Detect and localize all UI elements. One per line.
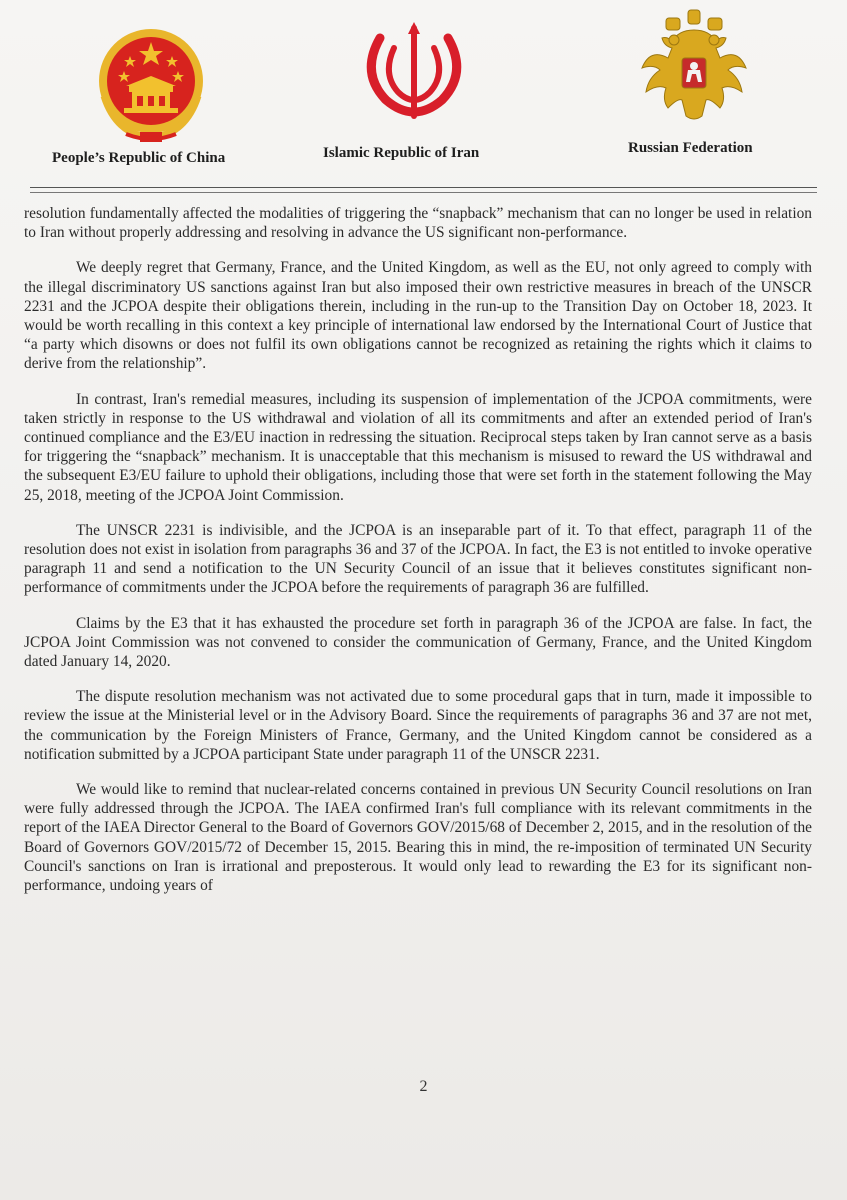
header-divider-top xyxy=(30,187,817,188)
header-divider-bottom xyxy=(30,192,817,193)
iran-label: Islamic Republic of Iran xyxy=(323,145,480,161)
letterhead xyxy=(0,0,847,190)
china-national-emblem-icon xyxy=(96,26,206,144)
paragraph-unscr-indivisible: The UNSCR 2231 is indivisible, and the JCPOA is an inseparable part of it. To that effect, paragraph 11 of the resolution does not exist in isolation from paragraphs 36 and 37 of the JCPOA. In fact, the E3 is not entitled to invoke operative paragraph 11 and send a notification to the UN Security Council of an issue that it believes constitutes significant non-performance of commitments under the JCPOA before the requirements of paragraph 36 are fulfilled. xyxy=(24,521,812,597)
letter-body xyxy=(24,204,812,911)
russia-label: Russian Federation xyxy=(628,140,753,156)
page-number: 2 xyxy=(419,1078,428,1095)
paragraph-e3-sanctions-regret: We deeply regret that Germany, France, and the United Kingdom, as well as the EU, not only agreed to comply with the illegal discriminatory US sanctions against Iran but also imposed their own restrictive measures in breach of the UNSCR 2231 and the JCPOA despite their obligations therein, including in the run-up to the Transition Day on October 18, 2023. It would be worth recalling in this context a key principle of international law endorsed by the International Court of Justice that “a party which disowns or does not fulfil its own obligations cannot be recognized as retaining the rights which it claims to derive from the relationship”. xyxy=(24,259,812,373)
china-label: People’s Republic of China xyxy=(52,150,226,166)
paragraph-dispute-mechanism: The dispute resolution mechanism was not activated due to some procedural gaps that in turn, made it impossible to review the issue at the Ministerial level or in the Advisory Board. Since the requirements of paragraphs 36 and 37 are not met, the communication by the Foreign Ministers of France, Germany, and the United Kingdom cannot be considered as a notification submitted by a JCPOA participant State under paragraph 11 of the UNSCR 2231. xyxy=(24,688,812,763)
russia-double-headed-eagle-icon xyxy=(638,8,750,126)
paragraph-continuation: resolution fundamentally affected the modalities of triggering the “snapback” mechanism that can no longer be used in relation to Iran without properly addressing and resolving in advance the US significant non-performance. xyxy=(24,205,812,242)
iran-emblem-icon xyxy=(358,18,470,122)
paragraph-e3-claims-false: Claims by the E3 that it has exhausted the procedure set forth in paragraph 36 of the JCPOA are false. In fact, the JCPOA Joint Commission was not convened to consider the communication of Germany, France, and the United Kingdom dated January 14, 2020. xyxy=(24,614,812,671)
paragraph-nuclear-concerns: We would like to remind that nuclear-related concerns contained in previous UN Security Council resolutions on Iran were fully addressed through the JCPOA. The IAEA confirmed Iran's full compliance with its relevant commitments in the report of the IAEA Director General to the Board of Governors GOV/2015/68 of December 2, 2015, and in the resolution of the Board of Governors GOV/2015/72 of December 15, 2015. Bearing this in mind, the re-imposition of terminated UN Security Council's sanctions on Iran is irrational and preposterous. It would only lead to rewarding the E3 for its significant non-performance, undoing years of xyxy=(24,781,812,895)
paragraph-iran-remedial-measures: In contrast, Iran's remedial measures, including its suspension of implementation of the JCPOA commitments, were taken strictly in response to the US withdrawal and violation of all its commitments and after an extended period of Iran's continued compliance and the E3/EU inaction in redressing the situation. Reciprocal steps taken by Iran cannot serve as a basis for triggering the “snapback” mechanism. It is unacceptable that this mechanism is misused to reward the US withdrawal and the subsequent E3/EU failure to uphold their obligations, including those that were set forth in the statement following the May 25, 2018, meeting of the JCPOA Joint Commission. xyxy=(24,390,812,504)
